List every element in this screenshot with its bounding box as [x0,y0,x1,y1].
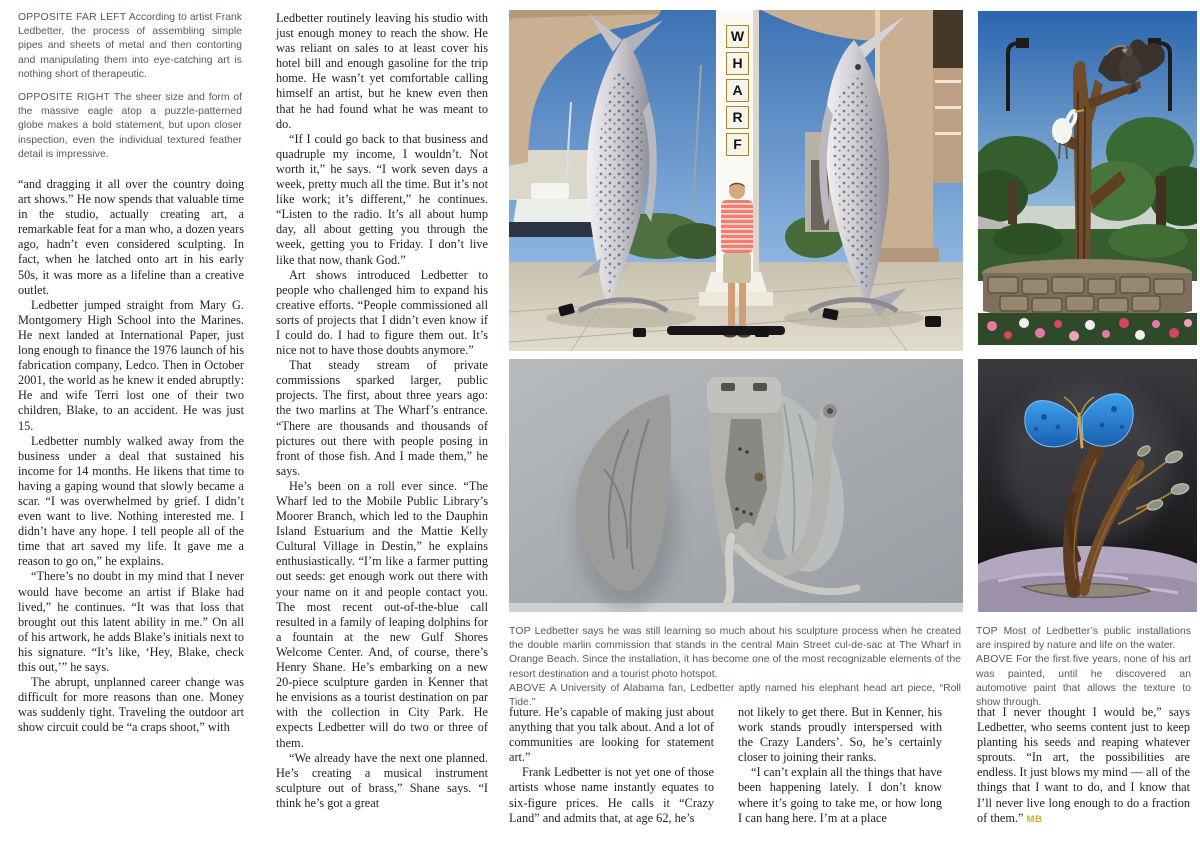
egret-leg [1059,143,1060,159]
forehead-slot [721,383,735,391]
balcony-rail [935,106,961,109]
bush [1108,224,1188,258]
caption-paragraph [18,11,242,82]
body-column-5 [977,705,1190,827]
body-column-4 [738,705,942,826]
egret-body [1052,118,1072,144]
caption-prefix: TOP [509,626,531,637]
elephant-forehead [707,377,781,413]
wharf-letter: A [726,79,749,102]
body-column-2 [276,11,488,811]
eagle-tree-photo [978,11,1197,345]
face-hole [738,447,742,451]
wall-baseboard [509,603,963,612]
man-shorts [723,253,751,283]
body-paragraph: “and dragging it all over the country doing art shows.” He now spends that valuable time in the studio, actually creating art, a remarkable feat for a man who, a dozen years ago, hadn’t even considered sculpting. In fact, when he latched onto art in his early 50s, it was more as a lifeline than a creative outlet. [18,177,244,297]
body-column-3 [509,705,714,826]
article-endmark: MB [1026,813,1043,825]
caption-text: For the first five years, none of his art was painted, until he discovered an automotive paint that allows the texture to show through. [976,654,1191,709]
body-paragraph: “I can’t explain all the things that have been happening lately. I don’t know where it’s going to take me, or how long I can hang here. I’m at a place [738,765,942,825]
caption-prefix: OPPOSITE RIGHT [18,92,111,104]
spotlight [633,328,646,337]
spotlight [925,316,941,327]
caption-text: Ledbetter says he was still learning so much about his sculpture process when he created the double marlin commission that stands in the central Main Street cul-de-sac at The Wharf in Orange Beach. Since the installation, it has become one of the most recognizable elements of the resort destination and a tourist photo hotspot. [509,626,962,680]
elephant-tusk [727,537,731,603]
face-hole [742,510,746,514]
boat-cabin [531,183,569,199]
body-paragraph: not likely to get there. But in Kenner, his work stands proudly interspersed with the Crazy Landers’. So, he’s certainly closer to joining their ranks. [738,705,942,765]
man-leg [728,283,735,331]
caption-paragraph [509,625,961,682]
opposite-captions [18,11,242,162]
caption-prefix: ABOVE [976,654,1013,666]
caption-paragraph [976,625,1191,653]
caption-paragraph [18,91,242,162]
body-column-1 [18,177,244,735]
caption-text: According to artist Frank Ledbetter, the process of assembling simple pipes and sheets of metal and then contorting and manipulating them into eye-catching art is nothing short of therapeutic. [18,12,242,80]
right-caption [976,625,1191,710]
body-paragraph: “If I could go back to that business and quadruple my income, I wouldn’t. Not worth it,” he says. “I work seven days a week, pretty much all the time. But it’s not like work; it’s different,” he continues. “Listen to the radio. It’s all about hump day, all about getting you through the week, getting you to Friday. I don’t live like that now, thank God.” [276,131,488,267]
face-hole [735,507,739,511]
spotlight [755,328,769,337]
man-leg [739,283,746,331]
caption-prefix: ABOVE [509,682,546,694]
body-paragraph: Art shows introduced Ledbetter to people who challenged him to expand his creative efforts. “People commissioned all sorts of projects that I didn’t even know if I could do. I had to figure them out. It’s nice not to have those doubts anymore.” [276,267,488,358]
upper-shadow [933,10,963,68]
caption-paragraph [976,653,1191,710]
forehead-slot [753,383,767,391]
caption-text: A University of Alabama fan, Ledbetter aptly named his elephant head art piece, “Roll Tide.” [509,682,961,709]
lamp-head [1016,38,1029,48]
body-paragraph: “We already have the next one planned. He’s creating a musical instrument sculpture out of brass,” Shane says. “I think he’s got a great [276,750,488,810]
balcony-rail [935,132,961,135]
body-paragraph: The abrupt, unplanned career change was difficult for more reasons than one. Money was suddenly tight. Traveling the outdoor art show circuit could be “a craps shoot,” with [18,675,244,735]
body-paragraph [977,705,1190,827]
body-paragraph: Ledbetter numbly walked away from the business under a deal that sustained his income for 14 months. He likens that time to having a gaping wound that slowly became a scar. “I was overwhelmed by grief. I didn’t even want to live. Nothing interested me. I didn’t have any hope. I tell people all of the time that art saved my life. It gave me a reason to go on,” he explains. [18,433,244,569]
elephant-head-photo [509,359,963,612]
wharf-letter: W [726,25,749,48]
butterfly-illustration [978,359,1197,612]
tree-foliage [1080,161,1156,221]
face-hole [749,512,753,516]
face-hole [745,450,749,454]
eagle-body [1119,54,1141,84]
balcony-rail [935,80,961,83]
body-paragraph: “There’s no doubt in my mind that I never would have become an artist if Blake had lived,” he continues. “It was that loss that brought out this latent ability in me.” On all of his artwork, he adds Blake’s initials next to his signature. “It’s like, ‘Hey, Blake, check this out,’” he says. [18,569,244,674]
eagle-tree-illustration [978,11,1197,345]
wharf-letter: R [726,106,749,129]
wharf-sign [716,23,759,158]
face-bolt [755,473,764,482]
elephant-head-illustration [509,359,963,612]
egret-leg [1066,143,1067,159]
boat-hull [513,199,601,224]
trunk-opening [827,408,833,414]
right-marlin-eye [855,64,861,70]
bush [993,223,1063,255]
caption-text: The sheer size and form of the massive eagle atop a puzzle-patterned globe makes a bold statement, but upon closer inspection, even the individual textured feather detail is impressive. [18,92,242,160]
body-paragraph: Ledbetter routinely leaving his studio with just enough money to reach the show. He was reliant on sales to at least cover his hotel bill and enough gasoline for the trip home. He wasn’t yet comfortable calling himself an artist, but he knew even then that he had found what he was meant to do. [276,11,488,131]
wharf-column-slab [699,292,773,306]
man-shirt [721,200,753,253]
center-caption [509,625,961,710]
marlin-wharf-photo [509,10,963,351]
body-paragraph: That steady stream of private commissions sparked larger, public projects. The first, about three years ago: the two marlins at The Wharf’s entrance. “There are thousands and thousands of pictures out there with people posing in front of those fish. And I made them,” he says. [276,358,488,478]
body-paragraph: He’s been on a roll ever since. “The Wharf led to the Mobile Public Library’s Moorer Branch, which led to the Dauphin Island Estuarium and the Mattie Kelly Cultural Village in Destin,” he explains enthusiastically. “I’m like a farmer putting out seeds: get enough work out there with your name on it and people contact you. The most recent out-of-the-blue call resulted in a family of leaping dolphins for a fountain at the new Gulf Shores Welcome Center. And, of course, there’s Henry Shane. He’s embarking on a new 20-piece sculpture garden in Kenner that he envisions as a tourist destination on par with the collection in City Park. He expects Ledbetter will do two or three of them. [276,478,488,750]
body-paragraph: Frank Ledbetter is not yet one of those artists whose name instantly equates to six-figure prices. He calls it “Crazy Land” and admits that, at age 62, he’s [509,765,714,825]
caption-prefix: OPPOSITE FAR LEFT [18,12,127,23]
wharf-letter: F [726,133,749,156]
sculpture-shadow [784,308,924,328]
butterfly-photo [978,359,1197,612]
closing-paragraph-text: that I never thought I would be,” says Ledbetter, who seems content just to keep planting his seeds and reaping whatever sprouts. “In art, the possibilities are endless. It just blows my mind — all of the things that I want to do, and I know that I’ll never live long enough to do a fraction of them.” [977,705,1190,825]
wharf-letter: H [726,52,749,75]
caption-prefix: TOP [976,626,998,637]
side-building [933,68,963,183]
caption-text: Most of Ledbetter’s public installations are inspired by nature and life on the water. [976,626,1191,652]
body-paragraph: future. He’s capable of making just about anything that you talk about. And a lot of communities are looking for statement art.” [509,705,714,765]
body-paragraph: Ledbetter jumped straight from Mary G. Montgomery High School into the Marines. He next landed at International Paper, just long enough to finance the 1976 launch of his fabrication company, Ledco. Then in October 2001, the world as he knew it ended abruptly: He and wife Terri lost one of their two children, Blake, to an accident. He was just 15. [18,297,244,433]
